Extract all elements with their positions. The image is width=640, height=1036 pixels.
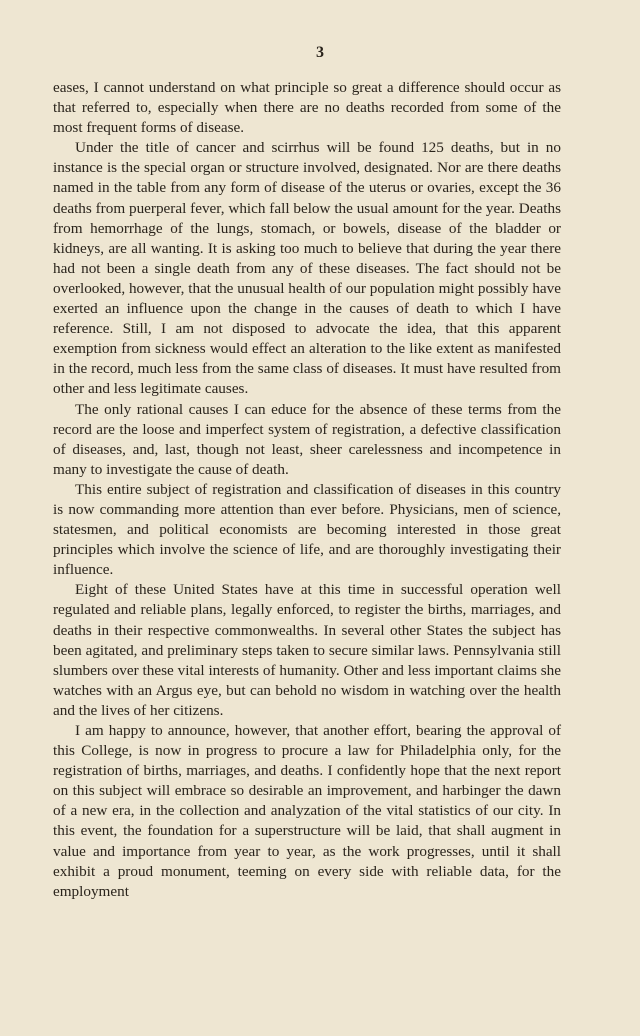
paragraph: Under the title of cancer and scirrhus will be found 125 deaths, but in no instance is the special organ or structure involved, designated. Nor are there deaths named in the table from any form of disease of the uterus or ovaries, except the 36 deaths from puerperal fever, which fall below the usual amount for the year. Deaths from hemorrhage of the lungs, stomach, or bowels, disease of the bladder or kidneys, are all wanting. It is asking too much to believe that during the year there had not been a single death from any of these diseases. The fact should not be overlooked, however, that the unusual health of our population might possibly have exerted an influence upon the change in the causes of death to which I have reference. Still, I am not disposed to advocate the idea, that this apparent exemption from sickness would effect an alteration to the like extent as manifested in the record, much less from the same class of diseases. It must have resulted from other and less legitimate causes.	[53, 139, 561, 398]
paragraph: The only rational causes I can educe for the absence of these terms from the record are the loose and imperfect system of registration, a defective classification of diseases, and, last, though not least, sheer carelessness and incompetence in many to investigate the cause of death.	[53, 400, 561, 478]
body-text	[53, 78, 561, 902]
paragraph: eases, I cannot understand on what principle so great a difference should occur as that referred to, especially when there are no deaths recorded from some of the most frequent forms of disease.	[53, 79, 561, 137]
page-number: 3	[316, 44, 324, 61]
paragraph: This entire subject of registration and classification of diseases in this country is now commanding more attention than ever before. Physicians, men of science, statesmen, and political economists are becoming interested in those great principles which involve the science of life, and are thoroughly investigating their influence.	[53, 480, 561, 579]
paragraph: Eight of these United States have at this time in successful operation well regulated and reliable plans, legally enforced, to register the births, marriages, and deaths in their respective commonwealths. In several other States the subject has been agitated, and preliminary steps taken to secure similar laws. Pennsylvania still slumbers over these vital interests of humanity. Other and less important claims she watches with an Argus eye, but can behold no wisdom in watching over the health and the lives of her citizens.	[53, 581, 561, 719]
paragraph: I am happy to announce, however, that another effort, bearing the approval of this College, is now in progress to procure a law for Philadelphia only, for the registration of births, marriages, and deaths. I confidently hope that the next report on this subject will embrace so desirable an improvement, and harbinger the dawn of a new era, in the collection and analyzation of the vital statistics of our city. In this event, the foundation for a superstructure will be laid, that shall augment in value and importance from year to year, as the work progresses, until it shall exhibit a proud monument, teeming on every side with reliable data, for the employment	[53, 722, 561, 900]
